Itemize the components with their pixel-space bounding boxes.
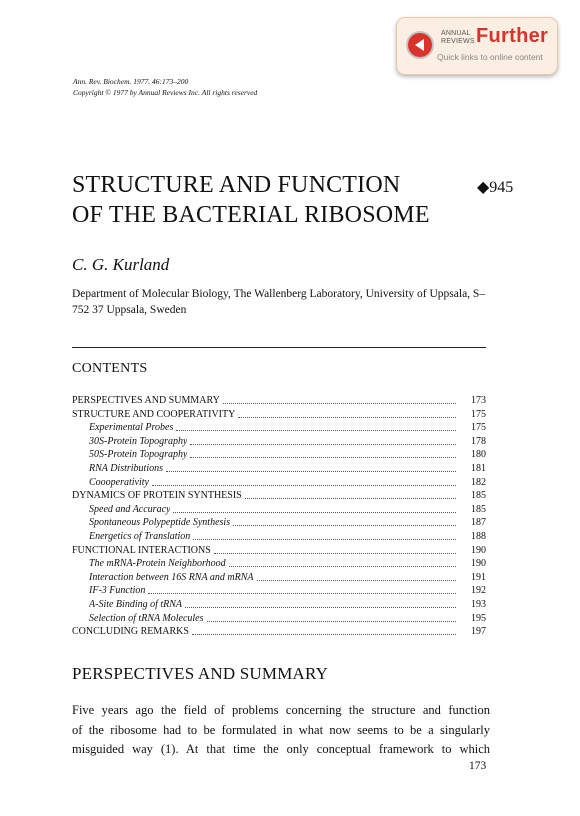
toc-leader-dots — [152, 485, 456, 486]
toc-entry-label: Speed and Accuracy — [89, 503, 171, 515]
toc-entry-label: Coooperativity — [89, 476, 149, 488]
toc-entry-label: 50S-Protein Topography — [89, 449, 188, 461]
toc-entry-page: 197 — [471, 626, 486, 638]
toc-leader-dots — [148, 593, 456, 594]
journal-citation: Ann. Rev. Biochem. 1977. 46:173–200 — [73, 77, 189, 86]
toc-leader-dots — [238, 417, 456, 418]
toc-entry-page: 180 — [471, 449, 486, 461]
paragraph-line: of the ribosome had to be formulated in what now seems to be a singularly — [72, 722, 490, 737]
toc-entry — [72, 544, 486, 558]
toc-entry — [72, 612, 486, 626]
toc-entry-page: 187 — [471, 517, 486, 529]
author-affiliation: Department of Molecular Biology, The Wallenberg Laboratory, University of Uppsala, S–752 37 Uppsala, Sweden — [72, 288, 486, 316]
toc-entry — [72, 571, 486, 585]
author-name: C. G. Kurland — [72, 255, 170, 274]
toc-leader-dots — [185, 607, 456, 608]
toc-leader-dots — [207, 621, 456, 622]
section-heading: PERSPECTIVES AND SUMMARY — [72, 664, 329, 683]
copyright-line: Copyright © 1977 by Annual Reviews Inc. All rights reserved — [73, 88, 258, 97]
toc-entry — [72, 408, 486, 422]
toc-entry-label: 30S-Protein Topography — [89, 435, 188, 447]
article-title — [72, 170, 452, 230]
toc-entry — [72, 476, 486, 490]
toc-entry-label: FUNCTIONAL INTERACTIONS — [72, 544, 211, 556]
title-line: OF THE BACTERIAL RIBOSOME — [72, 202, 430, 228]
toc-entry-label: STRUCTURE AND COOPERATIVITY — [72, 408, 236, 420]
toc-entry-page: 195 — [471, 612, 486, 624]
toc-leader-dots — [190, 457, 456, 458]
toc-entry — [72, 584, 486, 598]
toc-entry — [72, 435, 486, 449]
toc-entry-page: 181 — [471, 462, 486, 474]
toc-entry-page: 173 — [471, 395, 486, 406]
toc-entry — [72, 516, 486, 530]
toc-entry-page: 182 — [471, 476, 486, 488]
toc-entry-label: RNA Distributions — [89, 462, 163, 474]
table-of-contents — [72, 394, 486, 639]
toc-entry-page: 185 — [471, 503, 486, 515]
toc-leader-dots — [190, 444, 456, 445]
paragraph-line: Five years ago the field of problems concerning the structure and function — [72, 703, 490, 717]
toc-entry — [72, 489, 486, 503]
toc-entry-page: 175 — [471, 422, 486, 434]
further-label[interactable]: Further — [476, 25, 549, 47]
toc-leader-dots — [229, 566, 456, 567]
toc-entry — [72, 625, 486, 639]
toc-entry-label: DYNAMICS OF PROTEIN SYNTHESIS — [72, 490, 242, 502]
toc-leader-dots — [257, 580, 456, 581]
contents-heading: CONTENTS — [72, 361, 148, 376]
toc-entry — [72, 530, 486, 544]
toc-entry-page: 175 — [471, 408, 486, 420]
toc-entry-page: 190 — [471, 544, 486, 556]
toc-entry-label: Selection of tRNA Molecules — [89, 612, 204, 624]
toc-entry — [72, 462, 486, 476]
toc-entry-page: 185 — [471, 490, 486, 502]
toc-leader-dots — [223, 403, 456, 404]
page-number: 173 — [469, 760, 487, 772]
toc-entry-label: Experimental Probes — [89, 422, 174, 434]
toc-leader-dots — [166, 471, 456, 472]
paragraph-line: misguided way (1). At that time the only conceptual framework to which — [72, 742, 490, 756]
toc-leader-dots — [176, 430, 456, 431]
toc-leader-dots — [193, 539, 456, 540]
play-arrow-icon[interactable] — [406, 31, 434, 59]
toc-entry-page: 190 — [471, 558, 486, 570]
toc-entry-label: Interaction between 16S RNA and mRNA — [89, 571, 254, 583]
toc-entry — [72, 448, 486, 462]
toc-leader-dots — [233, 525, 456, 526]
toc-entry-page: 192 — [471, 585, 486, 597]
toc-entry — [72, 598, 486, 612]
toc-entry-label: Spontaneous Polypeptide Synthesis — [89, 517, 231, 529]
body-paragraph — [72, 701, 490, 760]
toc-entry-label: A-Site Binding of tRNA — [89, 598, 183, 610]
toc-leader-dots — [214, 553, 456, 554]
toc-entry-page: 191 — [471, 571, 486, 583]
toc-entry-page: 188 — [471, 530, 486, 542]
toc-leader-dots — [173, 512, 456, 513]
title-line: STRUCTURE AND FUNCTION — [72, 172, 401, 198]
page-marker: ◆945 — [477, 179, 514, 196]
toc-entry-label: IF-3 Function — [89, 585, 146, 597]
toc-entry-label: PERSPECTIVES AND SUMMARY — [72, 395, 220, 406]
toc-leader-dots — [245, 498, 456, 499]
badge-tagline[interactable]: Quick links to online content — [437, 52, 543, 62]
divider — [72, 347, 486, 348]
toc-entry-label: Energetics of Translation — [89, 530, 191, 542]
publisher-name: ANNUAL REVIEWS — [441, 30, 475, 45]
annual-reviews-further-badge[interactable] — [396, 17, 558, 75]
toc-entry-page: 178 — [471, 435, 486, 447]
toc-leader-dots — [192, 634, 456, 635]
toc-entry-label: CONCLUDING REMARKS — [72, 626, 189, 638]
toc-entry — [72, 557, 486, 571]
toc-entry — [72, 394, 486, 408]
toc-entry — [72, 421, 486, 435]
toc-entry-page: 193 — [471, 598, 486, 610]
toc-entry — [72, 503, 486, 517]
toc-entry-label: The mRNA-Protein Neighborhood — [89, 558, 226, 570]
